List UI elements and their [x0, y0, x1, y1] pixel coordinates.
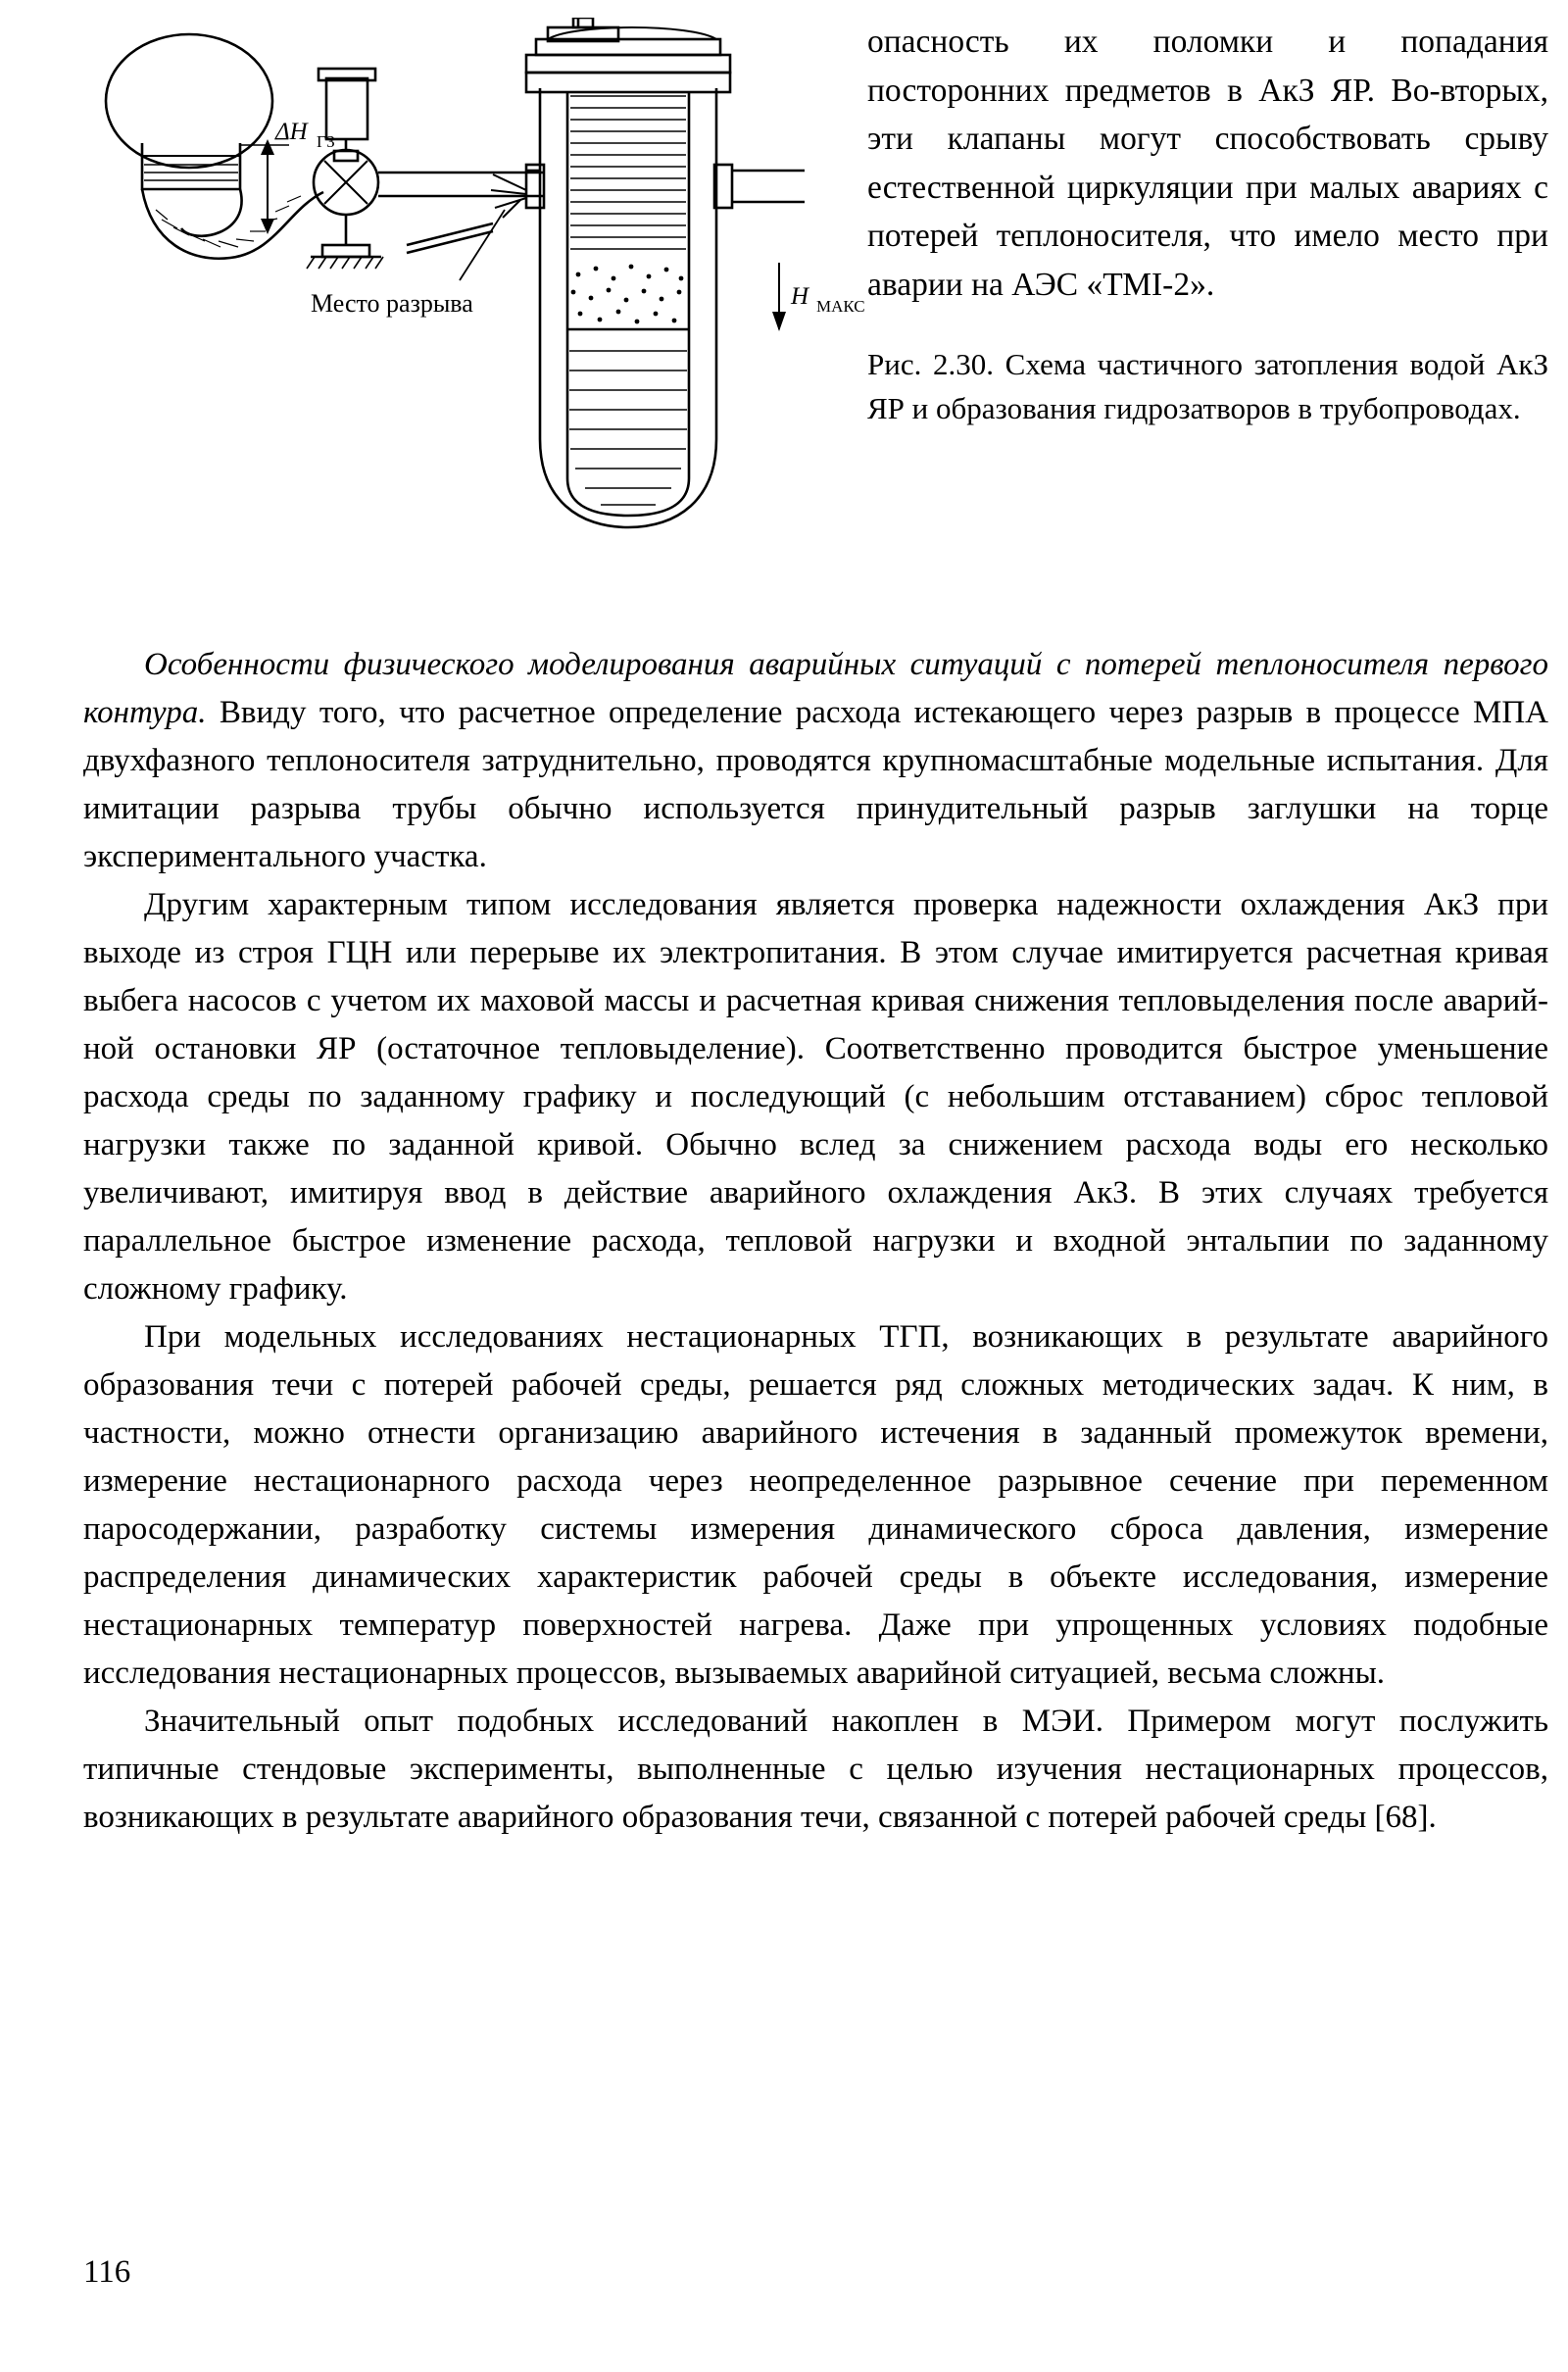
paragraph-4: Значительный опыт подобных исследований накоплен в МЭИ. Примером могут послужить типичные стендовые эксперименты, выполненные с целью изучения нестационарных процессов, возникающих в результате аварийного образования течи, связанной с потерей рабочей среды [68]. — [83, 1704, 1548, 1835]
paragraph-2: Другим характерным типом исследования является проверка надежности охлаждения АкЗ при выходе из строя ГЦН или перерыве их электропитания. В этом случае имитируется расчетная кривая выбега насосов с учетом их маховой массы и расчетная кривая снижения тепловыделения после аварийной остановки ЯР (остаточное тепловыделение). Соответственно проводится быстрое уменьшение расхода среды по заданному графику и последующий (с небольшим отставанием) сброс тепловой нагрузки также по заданной кривой. Обычно вслед за снижением расхода воды его несколько увеличивают, имитируя ввод в действие аварийного охлаждения АкЗ. В этих случаях требуется параллельное быстрое изменение расхода, тепловой нагрузки и входной энтальпии по заданному сложному графику. — [83, 887, 1548, 1307]
body-text — [83, 641, 1548, 1842]
paragraph-3: При модельных исследованиях нестационарных ТГП, возникающих в результате аварийного образования течи с потерей рабочей среды, решается ряд сложных методических задач. К ним, в частности, можно отнести организацию аварийного истечения в заданный промежуток времени, измерение нестационарного расхода через неопределенное разрывное сечение при переменном паросодержании, разработку системы измерения динамического сброса давления, измерение распределения динамических характеристик рабочей среды в объекте исследования, измерение нестационарных температур поверхностей нагрева. Даже при упрощенных условиях подобные исследования нестационарных процессов, вызываемых аварийной ситуацией, весьма сложны. — [83, 1319, 1548, 1691]
pressurizer-vessel — [106, 34, 272, 168]
paragraph-1-text: Ввиду того, что расчетное определение расхода истекающего через разрыв в процессе МПА двухфазного теплоносителя затруднительно, проводятся крупномасштабные модельные испытания. Для имитации разрыва трубы обычно используется принудительный разрыв заглушки на торце экспериментального участка. — [83, 695, 1548, 874]
label-delta-h: ΔH — [275, 119, 308, 145]
label-break-point: Место разрыва — [311, 289, 473, 318]
label-delta-h-sub: ГЗ — [317, 132, 335, 151]
top-block — [83, 18, 1548, 606]
page-content — [83, 18, 1548, 1842]
figure-block — [83, 18, 867, 606]
right-column-paragraph: опасность их поломки и попадания посторонних предметов в АкЗ ЯР. Во-вторых, эти клапаны могут способствовать срыву естественной циркуляции при малых авариях с потерей теплоносителя, что имело место при аварии на АЭС «ТМI-2». — [867, 24, 1548, 303]
figure-caption: Рис. 2.30. Схема частичного затопления водой АкЗ ЯР и образования гидрозатворов в трубопроводах. — [867, 347, 1548, 425]
paragraph-1 — [83, 641, 1548, 881]
paragraph-1-lead: Особенности физического моделирования аварийных ситуаций с потерей теплоносителя первого контура. — [83, 647, 1548, 730]
page-number: 116 — [83, 2254, 131, 2290]
right-column — [867, 18, 1548, 430]
label-h-max: H — [791, 283, 809, 310]
label-h-max-sub: МАКС — [816, 297, 865, 316]
reactor-scheme-figure — [83, 18, 867, 606]
